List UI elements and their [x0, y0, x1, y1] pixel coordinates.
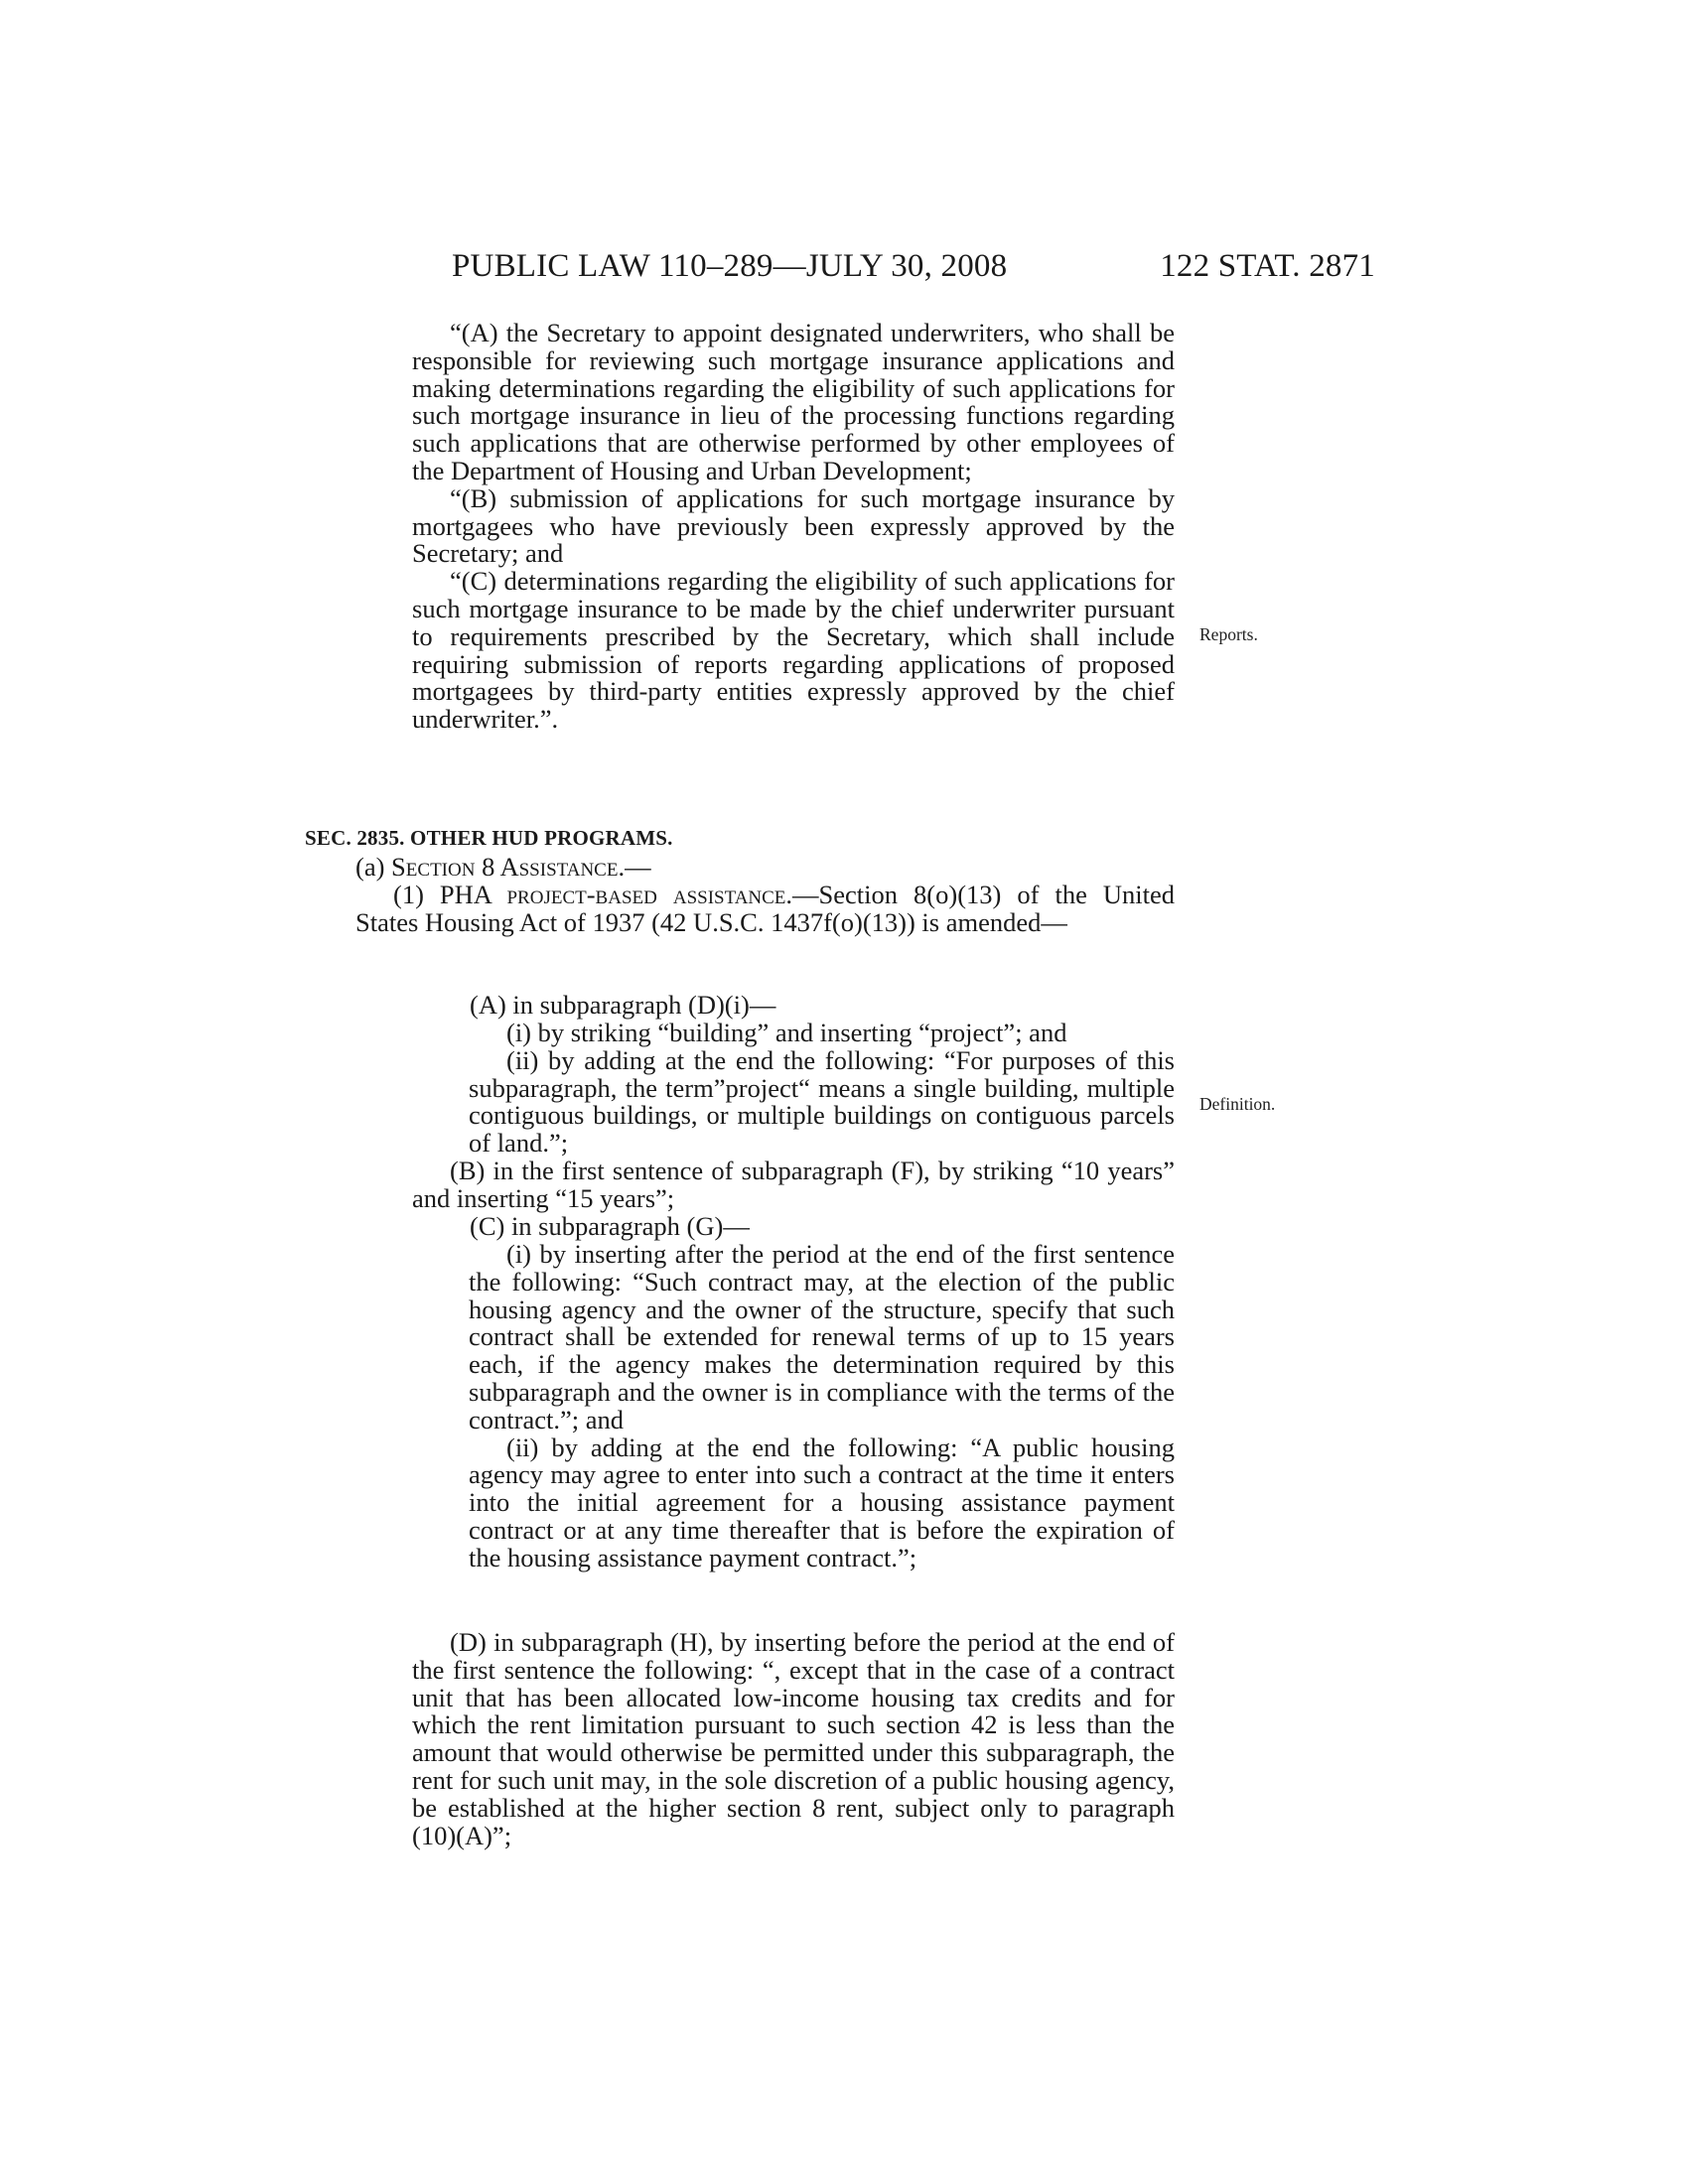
subsection-a: [355, 854, 1175, 936]
running-header: [452, 248, 1375, 292]
subparagraph-d: [412, 1629, 1175, 1849]
margin-note-reports: Reports.: [1199, 624, 1258, 644]
paragraph-a: “(A) the Secretary to appoint designated underwriters, who shall be responsible for reviewing such mortgage insurance applications and making determinations regarding the eligibility of such applications for such mortgage insurance in lieu of the processing functions regarding such applications that are otherwise performed by other employees of the Department of Housing and Urban Development;: [412, 318, 1175, 485]
subsection-a-label: (a): [355, 852, 392, 882]
clauses-c: [469, 1241, 1175, 1572]
section-heading: SEC. 2835. OTHER HUD PROGRAMS.: [305, 826, 673, 850]
paragraph-1-label: (1): [393, 879, 440, 909]
paragraphs-a-to-c: [412, 320, 1175, 734]
margin-note-definition: Definition.: [1199, 1094, 1276, 1114]
subparagraph-b: [412, 1158, 1175, 1213]
paragraph-1: [355, 879, 1175, 937]
paragraph-c: “(C) determinations regarding the eligibility of such applications for such mortgage insurance to be made by the chief underwriter pursuant to requirements prescribed by the Secretary, which shall include requiring submission of reports regarding applications of proposed mortgagees by third-party entities expressly approved by the chief underwriter.”.: [412, 566, 1175, 735]
subsection-a-dash: —: [625, 852, 651, 882]
header-stat-page: 122 STAT. 2871: [1160, 248, 1375, 284]
subparagraph-b-text: (B) in the first sentence of subparagraph (F), by striking “10 years” and inserting “15 years”;: [412, 1156, 1175, 1213]
subsection-a-caption: Section 8 Assistance.: [391, 852, 626, 882]
clause-c-ii: (ii) by adding at the end the following: “A public housing agency may agree to enter into such a contract at the time it enters into the initial agreement for a housing assistance payment contract or at any time thereafter that is before the expiration of the housing assistance payment contract.”;: [469, 1432, 1175, 1572]
paragraph-b: “(B) submission of applications for such mortgage insurance by mortgagees who have previously been expressly approved by the Secretary; and: [412, 482, 1175, 569]
clauses-a: [469, 1020, 1175, 1158]
paragraph-1-caption: PHA project-based assistance.: [439, 879, 793, 909]
header-public-law: PUBLIC LAW 110–289—JULY 30, 2008: [452, 248, 1008, 284]
subparagraph-a-heading: (A) in subparagraph (D)(i)—: [470, 990, 776, 1020]
clause-c-i: (i) by inserting after the period at the end of the first sentence the following: “Such contract may, at the election of the public housing agency and the owner of the structure, specify that such contract shall be extended for renewal terms of up to 15 years each, if the agency makes the determination required by this subparagraph and the owner is in compliance with the terms of the contract.”; and: [469, 1239, 1175, 1434]
subparagraph-c-heading: (C) in subparagraph (G)—: [470, 1211, 750, 1241]
clause-a-ii: (ii) by adding at the end the following: “For purposes of this subparagraph, the term”project“ means a single building, multiple contiguous buildings, or multiple buildings on contiguous parcels of land.”;: [469, 1044, 1175, 1159]
subsection-a-heading: [355, 854, 1175, 882]
paragraph-1-text: —Section 8(o)(13) of the United States Housing Act of 1937 (42 U.S.C. 1437f(o)(13)) is amended—: [355, 879, 1175, 937]
clause-a-i: (i) by striking “building” and inserting “project”; and: [506, 1018, 1067, 1047]
subparagraph-d-text: (D) in subparagraph (H), by inserting before the period at the end of the first sentence the following: “, except that in the case of a contract unit that has been allocated low-income housing tax credits and for which the rent limitation pursuant to such section 42 is less than the amount that would otherwise be permitted under this subparagraph, the rent for such unit may, in the sole discretion of a public housing agency, be established at the higher section 8 rent, subject only to paragraph (10)(A)”;: [412, 1627, 1175, 1850]
